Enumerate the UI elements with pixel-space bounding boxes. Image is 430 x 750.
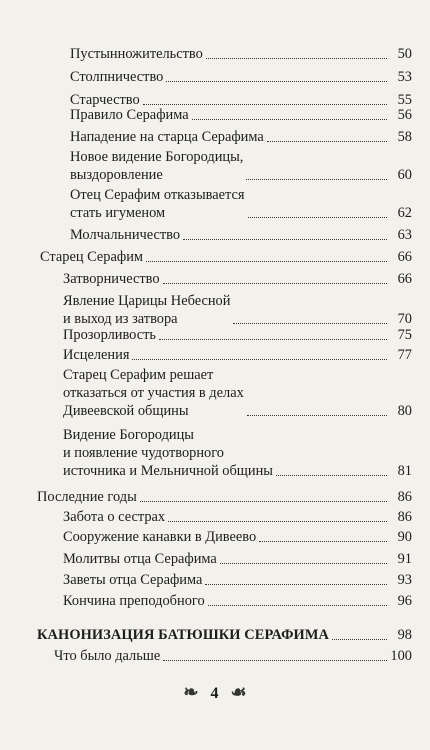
dot-leader (206, 57, 387, 59)
toc-entry (63, 550, 412, 568)
toc-entry-title: Нападение на старца Серафима (70, 129, 264, 145)
toc-entry-title-line: Старец Серафим решает (63, 367, 214, 383)
toc-entry-title-line: Отец Серафим отказывается (70, 187, 245, 203)
toc-entry-title: Прозорливость (63, 327, 156, 343)
toc-entry-page: 62 (397, 205, 412, 221)
toc-entry-title: Молитвы отца Серафима (63, 551, 217, 567)
toc-entry-page: 81 (397, 463, 412, 479)
toc-section-title: Последние годы (37, 489, 137, 505)
dot-leader (248, 216, 387, 218)
toc-section (40, 248, 412, 266)
dot-leader (259, 540, 387, 542)
toc-section-title: Старец Серафим (40, 249, 144, 265)
toc-entry-page: 55 (397, 92, 412, 108)
toc-entry-page: 96 (397, 593, 412, 609)
toc-entry-page: 80 (397, 403, 412, 419)
left-flourish-icon: ❧ (183, 682, 199, 702)
dot-leader (140, 500, 387, 502)
toc-entry-page: 100 (390, 648, 412, 664)
toc-entry-page: 86 (397, 509, 412, 525)
toc-entry (63, 528, 412, 546)
toc-entry-title-line: Дивеевской общины (63, 403, 189, 419)
toc-entry-title-line: стать игуменом (70, 205, 166, 221)
toc-entry-page: 93 (397, 572, 412, 588)
dot-leader (163, 659, 387, 661)
toc-entry-title: Затворничество (63, 271, 160, 287)
dot-leader (233, 322, 387, 324)
toc-entry-title-line: выздоровление (70, 167, 163, 183)
toc-entry (63, 571, 412, 589)
toc-entry (63, 592, 412, 610)
toc-entry-title: Столпничество (70, 69, 164, 85)
dot-leader (267, 140, 387, 142)
toc-entry-page: 53 (397, 69, 412, 85)
toc-entry (63, 366, 412, 420)
toc-entry-page: 66 (397, 249, 412, 265)
dot-leader (220, 562, 387, 564)
toc-entry (63, 292, 412, 328)
toc-entry-page: 91 (397, 551, 412, 567)
toc-entry-page: 75 (397, 327, 412, 343)
toc-entry-title: Забота о сестрах (63, 509, 166, 525)
toc-entry-title-line: Явление Царицы Небесной (63, 293, 231, 309)
toc-entry (63, 270, 412, 288)
dot-leader (146, 260, 387, 262)
toc-entry (70, 148, 412, 184)
toc-entry (70, 106, 412, 124)
toc-entry-title: Кончина преподобного (63, 593, 205, 609)
dot-leader (168, 520, 387, 522)
toc-entry-page: 66 (397, 271, 412, 287)
toc-entry (70, 226, 412, 244)
dot-leader (159, 338, 387, 340)
toc-entry-title: Старчество (70, 92, 140, 108)
toc-entry-title: Молчальничество (70, 227, 181, 243)
toc-entry-page: 56 (397, 107, 412, 123)
dot-leader (163, 282, 387, 284)
toc-entry-title (63, 426, 273, 480)
toc-entry-title: Что было дальше (54, 648, 161, 664)
page-footer (0, 682, 430, 703)
toc-entry-title-line: и появление чудотворного (63, 445, 224, 461)
toc-entry-title (63, 292, 230, 328)
dot-leader (332, 638, 387, 640)
dot-leader (166, 80, 387, 82)
toc-entry-title (70, 148, 243, 184)
dot-leader (183, 238, 387, 240)
toc-entry-title (70, 186, 245, 222)
page-number: 4 (210, 685, 219, 702)
toc-entry-page: 60 (397, 167, 412, 183)
right-flourish-icon: ☙ (230, 682, 247, 702)
toc-entry (63, 426, 412, 480)
toc-entry-page: 58 (397, 129, 412, 145)
toc-entry-title-line: Видение Богородицы (63, 427, 194, 443)
dot-leader (143, 103, 387, 105)
toc-entry (63, 508, 412, 526)
toc-part (37, 626, 412, 644)
toc-entry-title-line: отказаться от участия в делах (63, 385, 244, 401)
toc-entry-title: Пустынножительство (70, 46, 203, 62)
toc-entry-title: Правило Серафима (70, 107, 189, 123)
toc-entry (70, 45, 412, 63)
toc-entry-page: 98 (397, 627, 412, 643)
dot-leader (205, 583, 387, 585)
toc-entry-title (63, 366, 244, 420)
dot-leader (247, 414, 387, 416)
toc-entry-title-line: Новое видение Богородицы, (70, 149, 244, 165)
toc-entry (70, 128, 412, 146)
toc-entry-title: Сооружение канавки в Дивеево (63, 529, 257, 545)
toc-entry (63, 346, 412, 364)
dot-leader (276, 474, 387, 476)
toc-entry-page: 77 (397, 347, 412, 363)
toc-entry-page: 90 (397, 529, 412, 545)
toc-section (37, 488, 412, 506)
dot-leader (246, 178, 387, 180)
toc-entry-page: 63 (397, 227, 412, 243)
toc-entry-page: 70 (397, 311, 412, 327)
dot-leader (132, 358, 387, 360)
dot-leader (208, 604, 387, 606)
toc-entry (70, 186, 412, 222)
toc-entry (63, 326, 412, 344)
toc-entry-title-line: и выход из затвора (63, 311, 178, 327)
toc-entry (70, 68, 412, 86)
toc-entry-title: Исцеления (63, 347, 130, 363)
toc-entry-title-line: источника и Мельничной общины (63, 463, 273, 479)
toc-entry-title: Заветы отца Серафима (63, 572, 203, 588)
toc-entry-page: 50 (397, 46, 412, 62)
toc-part-title: КАНОНИЗАЦИЯ БАТЮШКИ СЕРАФИМА (37, 627, 330, 643)
dot-leader (192, 118, 387, 120)
toc-entry-page: 86 (397, 489, 412, 505)
toc-entry (54, 647, 412, 665)
